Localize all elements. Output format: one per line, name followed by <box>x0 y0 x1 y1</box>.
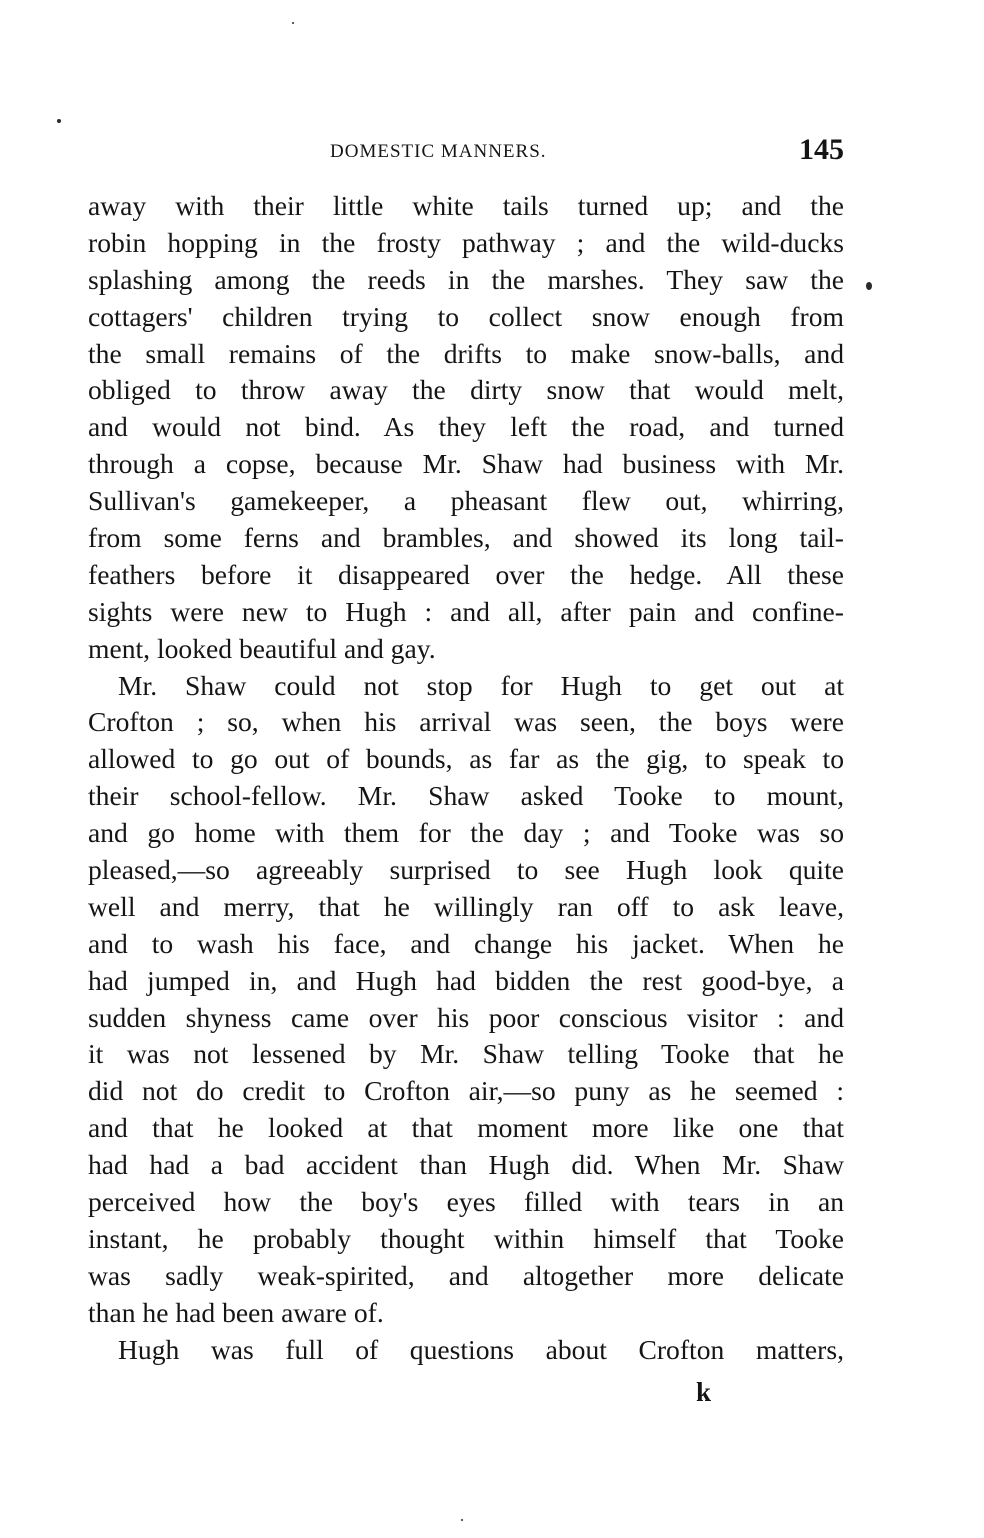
ink-speck <box>461 1519 463 1521</box>
text-line: from some ferns and brambles, and showed its long tail- <box>88 522 844 554</box>
page-number: 145 <box>799 133 844 166</box>
text-line: the small remains of the drifts to make snow-balls, and <box>88 337 844 369</box>
text-line: cottagers' children trying to collect snow enough from <box>88 300 844 332</box>
text-line: and would not bind. As they left the road, and turned <box>88 411 844 443</box>
text-line: sudden shyness came over his poor conscious visitor : and <box>88 1001 844 1033</box>
text-line: had jumped in, and Hugh had bidden the rest good-bye, a <box>88 964 844 996</box>
text-line: did not do credit to Crofton air,—so puny as he seemed : <box>88 1075 844 1107</box>
text-line: and to wash his face, and change his jacket. When he <box>88 927 844 959</box>
text-line: feathers before it disappeared over the hedge. All these <box>88 558 844 590</box>
text-line: obliged to throw away the dirty snow that would melt, <box>88 374 844 406</box>
text-line: pleased,—so agreeably surprised to see Hugh look quite <box>88 854 844 886</box>
text-line: had had a bad accident than Hugh did. When Mr. Shaw <box>88 1149 844 1181</box>
text-line: perceived how the boy's eyes filled with tears in an <box>88 1186 844 1218</box>
signature-mark: k <box>696 1377 712 1407</box>
text-line: Mr. Shaw could not stop for Hugh to get out at <box>118 669 844 701</box>
text-line: it was not lessened by Mr. Shaw telling Tooke that he <box>88 1038 844 1070</box>
text-line: Crofton ; so, when his arrival was seen, the boys were <box>88 706 844 738</box>
text-line: ment, looked beautiful and gay. <box>88 632 436 664</box>
text-line: Sullivan's gamekeeper, a pheasant flew out, whirring, <box>88 485 844 517</box>
text-line: robin hopping in the frosty pathway ; and the wild-ducks <box>88 226 844 258</box>
text-line: away with their little white tails turned up; and the <box>88 190 844 221</box>
page-header <box>88 133 844 173</box>
text-line: sights were new to Hugh : and all, after pain and confine- <box>88 595 844 627</box>
text-line: well and merry, that he willingly ran off to ask leave, <box>88 890 844 922</box>
text-line: was sadly weak-spirited, and altogether more delicate <box>88 1259 844 1291</box>
text-line: their school-fellow. Mr. Shaw asked Tooke to mount, <box>88 780 844 812</box>
ink-speck <box>292 22 294 24</box>
text-line: instant, he probably thought within himself that Tooke <box>88 1222 844 1254</box>
ink-speck <box>57 119 61 123</box>
text-line: and go home with them for the day ; and Tooke was so <box>88 817 844 849</box>
text-line: Hugh was full of questions about Crofton matters, <box>118 1333 844 1365</box>
ink-speck <box>866 282 872 290</box>
body-text <box>88 188 844 1369</box>
text-line: and that he looked at that moment more like one that <box>88 1112 844 1144</box>
running-title: DOMESTIC MANNERS. <box>330 141 547 162</box>
text-line: than he had been aware of. <box>88 1296 384 1328</box>
text-line: allowed to go out of bounds, as far as the gig, to speak to <box>88 743 844 775</box>
text-line: splashing among the reeds in the marshes. They saw the <box>88 263 844 295</box>
text-line: through a copse, because Mr. Shaw had business with Mr. <box>88 448 844 480</box>
